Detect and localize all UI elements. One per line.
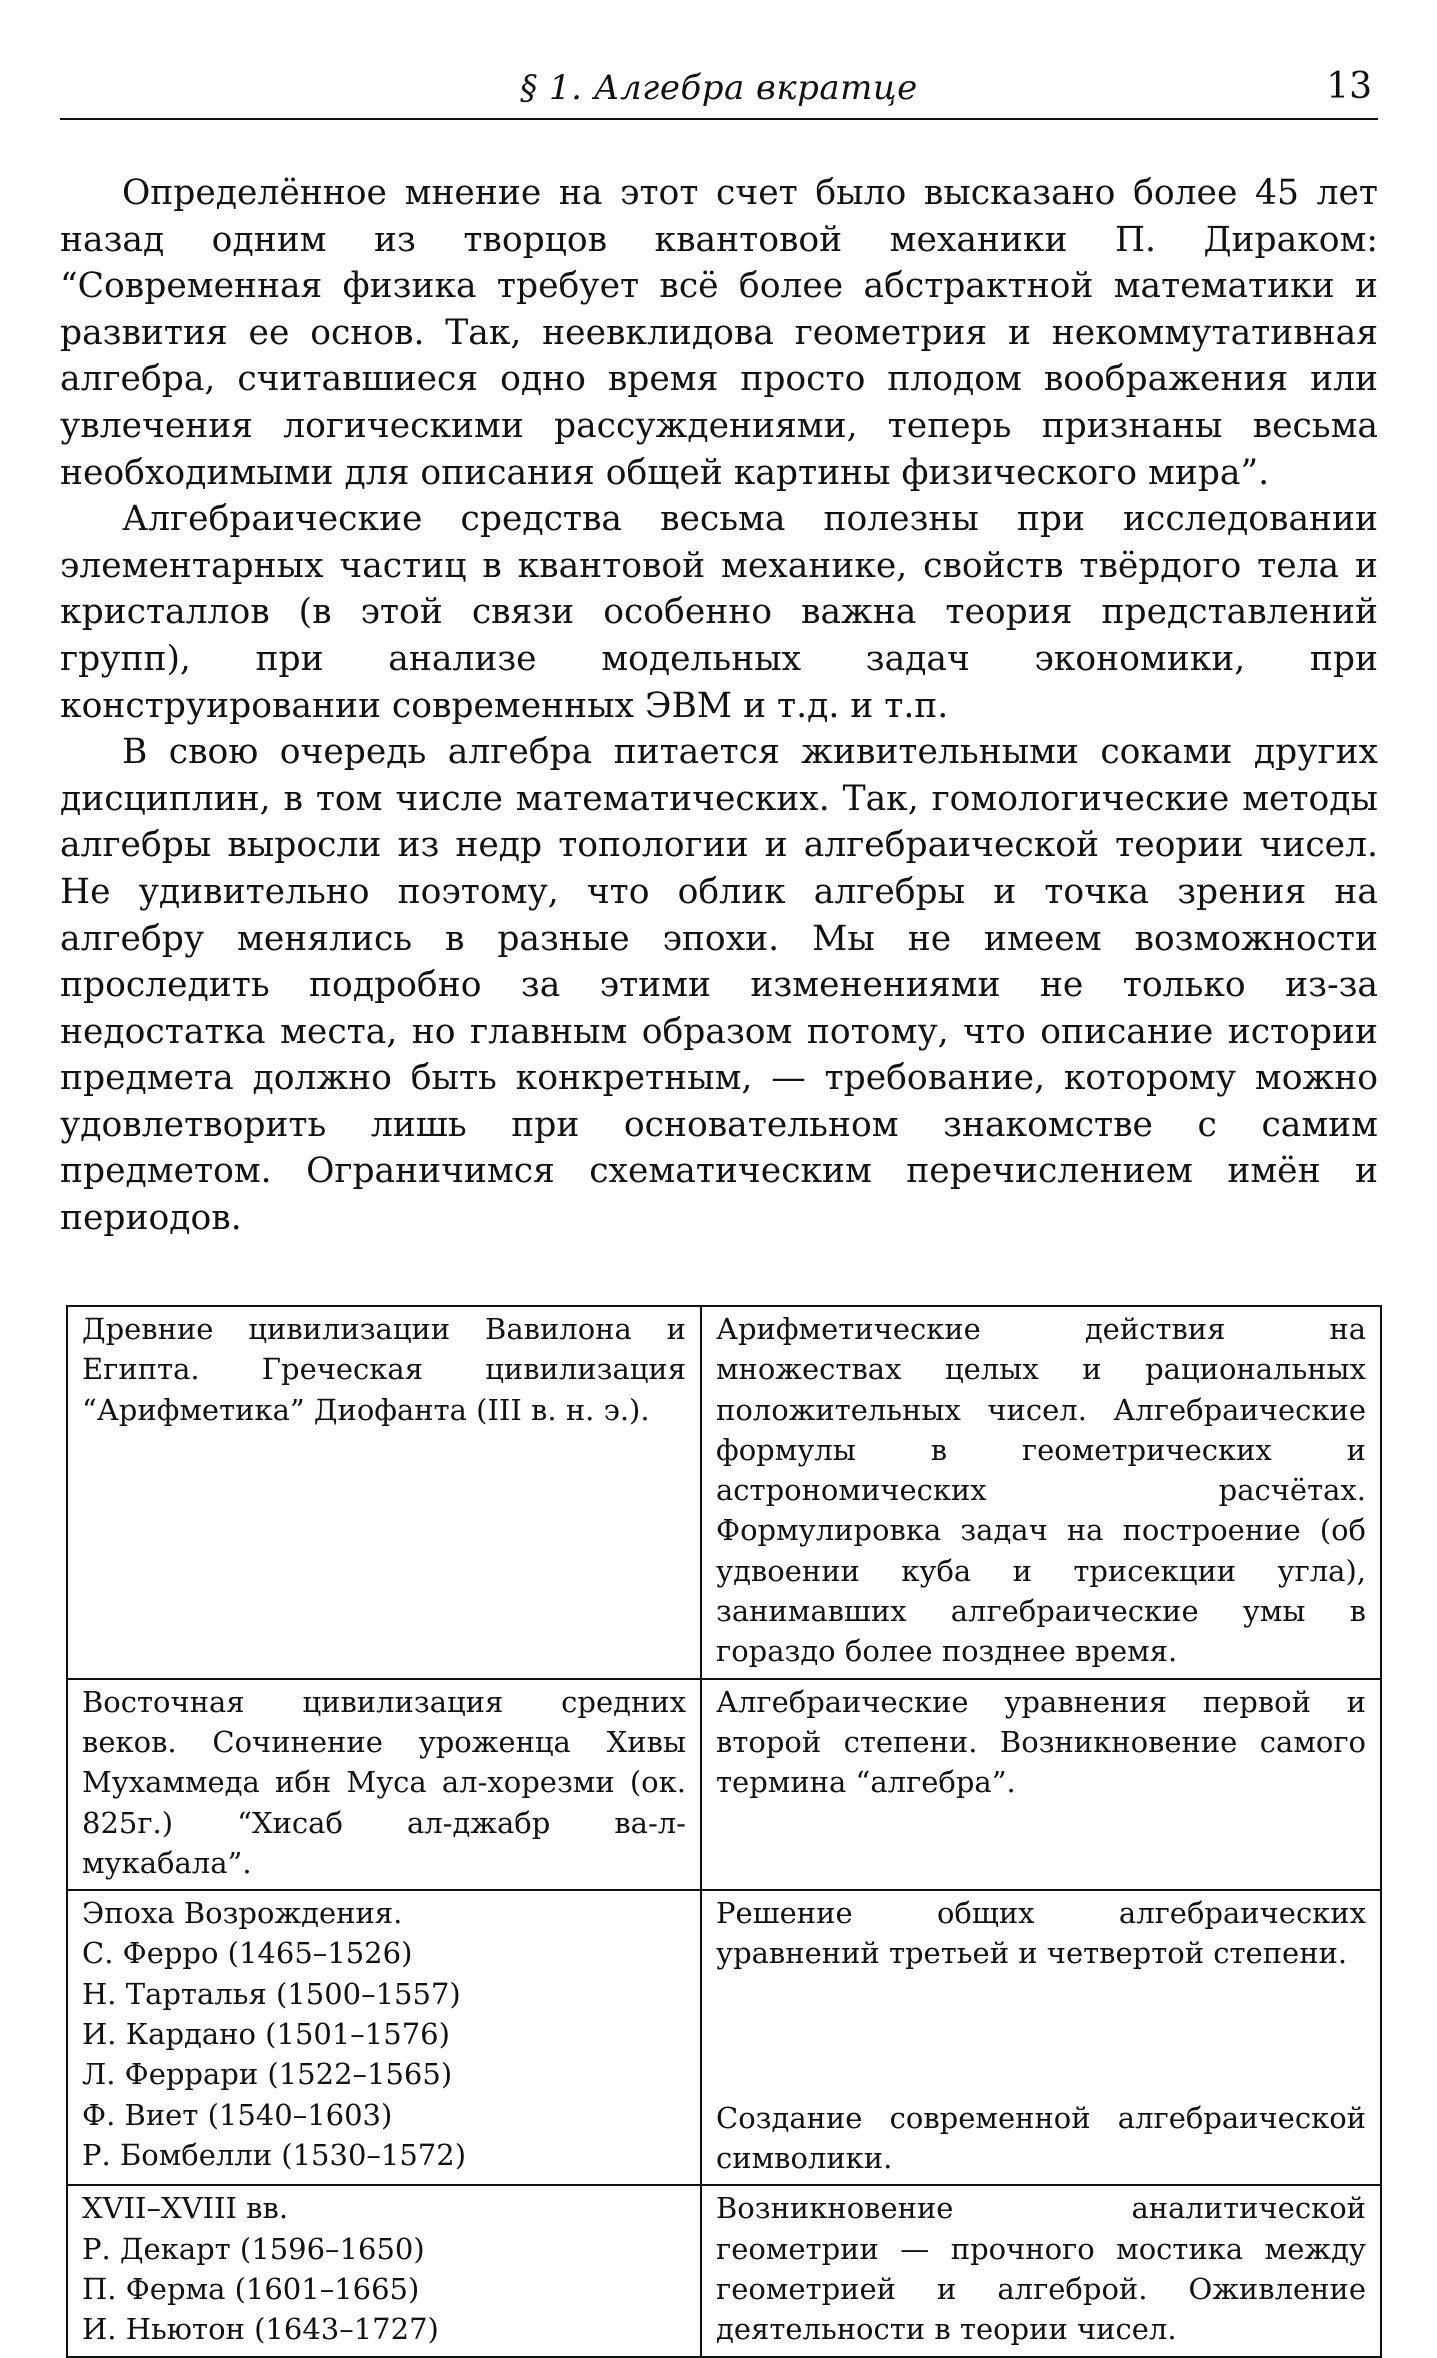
name-item: Л. Феррари (1522–1565) <box>82 2057 453 2092</box>
achievement-cell <box>701 1890 1381 2185</box>
name-item: Р. Бомбелли (1530–1572) <box>82 2137 467 2172</box>
paragraph-history-intro: В свою очередь алгебра питается живительными соками других дисциплин, в том числе математических. Так, гомологические методы алгебры выросли из недр топологии и алгебраической теории чисел. Не удивительно поэтому, что облик алгебры и точка зрения на алгебру менялись в разные эпохи. Мы не имеем возможности проследить подробно за этими изменениями не только из-за недостатка места, но главным образом потому, что описание истории предмета должно быть конкретным, — требование, которому можно удовлетворить лишь при основательном знакомстве с самим предметом. Ограничимся схематическим перечислением имён и периодов. <box>60 732 1378 1239</box>
period-title: XVII–XVIII вв. <box>82 2191 289 2226</box>
history-table <box>66 1305 1382 2358</box>
body-text <box>60 170 1378 1242</box>
paragraph-dirac-quote: Определённое мнение на этот счет было высказано более 45 лет назад одним из творцов квантовой механики П. Дираком: “Современная физика требует всё более абстрактной математики и развития ее основ. Так, неевклидова геометрия и некоммутативная алгебра, считавшиеся одно время просто плодом воображения или увлечения логическими рассуждениями, теперь признаны весьма необходимыми для описания общей картины физического мира”. <box>60 173 1378 493</box>
period-cell: Древние цивилизации Вавилона и Египта. Греческая цивилизация “Арифметика” Диофанта (III в. н. э.). <box>67 1306 701 1679</box>
table-row <box>67 1679 1381 1890</box>
page-number: 13 <box>1326 66 1372 107</box>
name-item: Н. Тарталья (1500–1557) <box>82 1976 461 2011</box>
period-cell <box>67 1890 701 2185</box>
achievement-cell: Алгебраические уравнения первой и второй степени. Возникновение самого термина “алгебра”. <box>701 1679 1381 1890</box>
name-item: И. Ньютон (1643–1727) <box>82 2312 439 2347</box>
section-title: § 1. Алгебра вкратце <box>520 68 918 108</box>
achievement-cell: Арифметические действия на множествах целых и рациональных положительных чисел. Алгебраические формулы в геометрических и астрономических расчётах. Формулировка задач на построение (об удвоении куба и трисекции угла), занимавших алгебраические умы в гораздо более позднее время. <box>701 1306 1381 1679</box>
paragraph-applications: Алгебраические средства весьма полезны при исследовании элементарных частиц в квантовой механике, свойств твёрдого тела и кристаллов (в этой связи особенно важна теория представлений групп), при анализе модельных задач экономики, при конструировании современных ЭВМ и т.д. и т.п. <box>60 499 1378 726</box>
period-cell: Восточная цивилизация средних веков. Сочинение уроженца Хивы Мухаммеда ибн Муса ал-хорезми (ок. 825г.) “Хисаб ал-джабр ва-л-мукабала”. <box>67 1679 701 1890</box>
period-title: Эпоха Возрождения. <box>82 1896 403 1931</box>
achievement-text: Решение общих алгебраических уравнений третьей и четвертой степени. <box>716 1896 1366 1971</box>
achievement-text: Создание современной алгебраической символики. <box>716 2100 1366 2176</box>
name-item: И. Кардано (1501–1576) <box>82 2017 450 2052</box>
name-item: Р. Декарт (1596–1650) <box>82 2231 425 2266</box>
name-item: П. Ферма (1601–1665) <box>82 2271 420 2306</box>
spacer <box>716 1974 1366 2098</box>
name-item: Ф. Виет (1540–1603) <box>82 2097 393 2132</box>
table-row <box>67 1890 1381 2185</box>
table-row <box>67 1306 1381 1679</box>
page-header <box>60 66 1378 120</box>
name-item: С. Ферро (1465–1526) <box>82 1936 413 1971</box>
achievement-cell: Возникновение аналитической геометрии — прочного мостика между геометрией и алгеброй. Оживление деятельности в теории чисел. <box>701 2185 1381 2356</box>
